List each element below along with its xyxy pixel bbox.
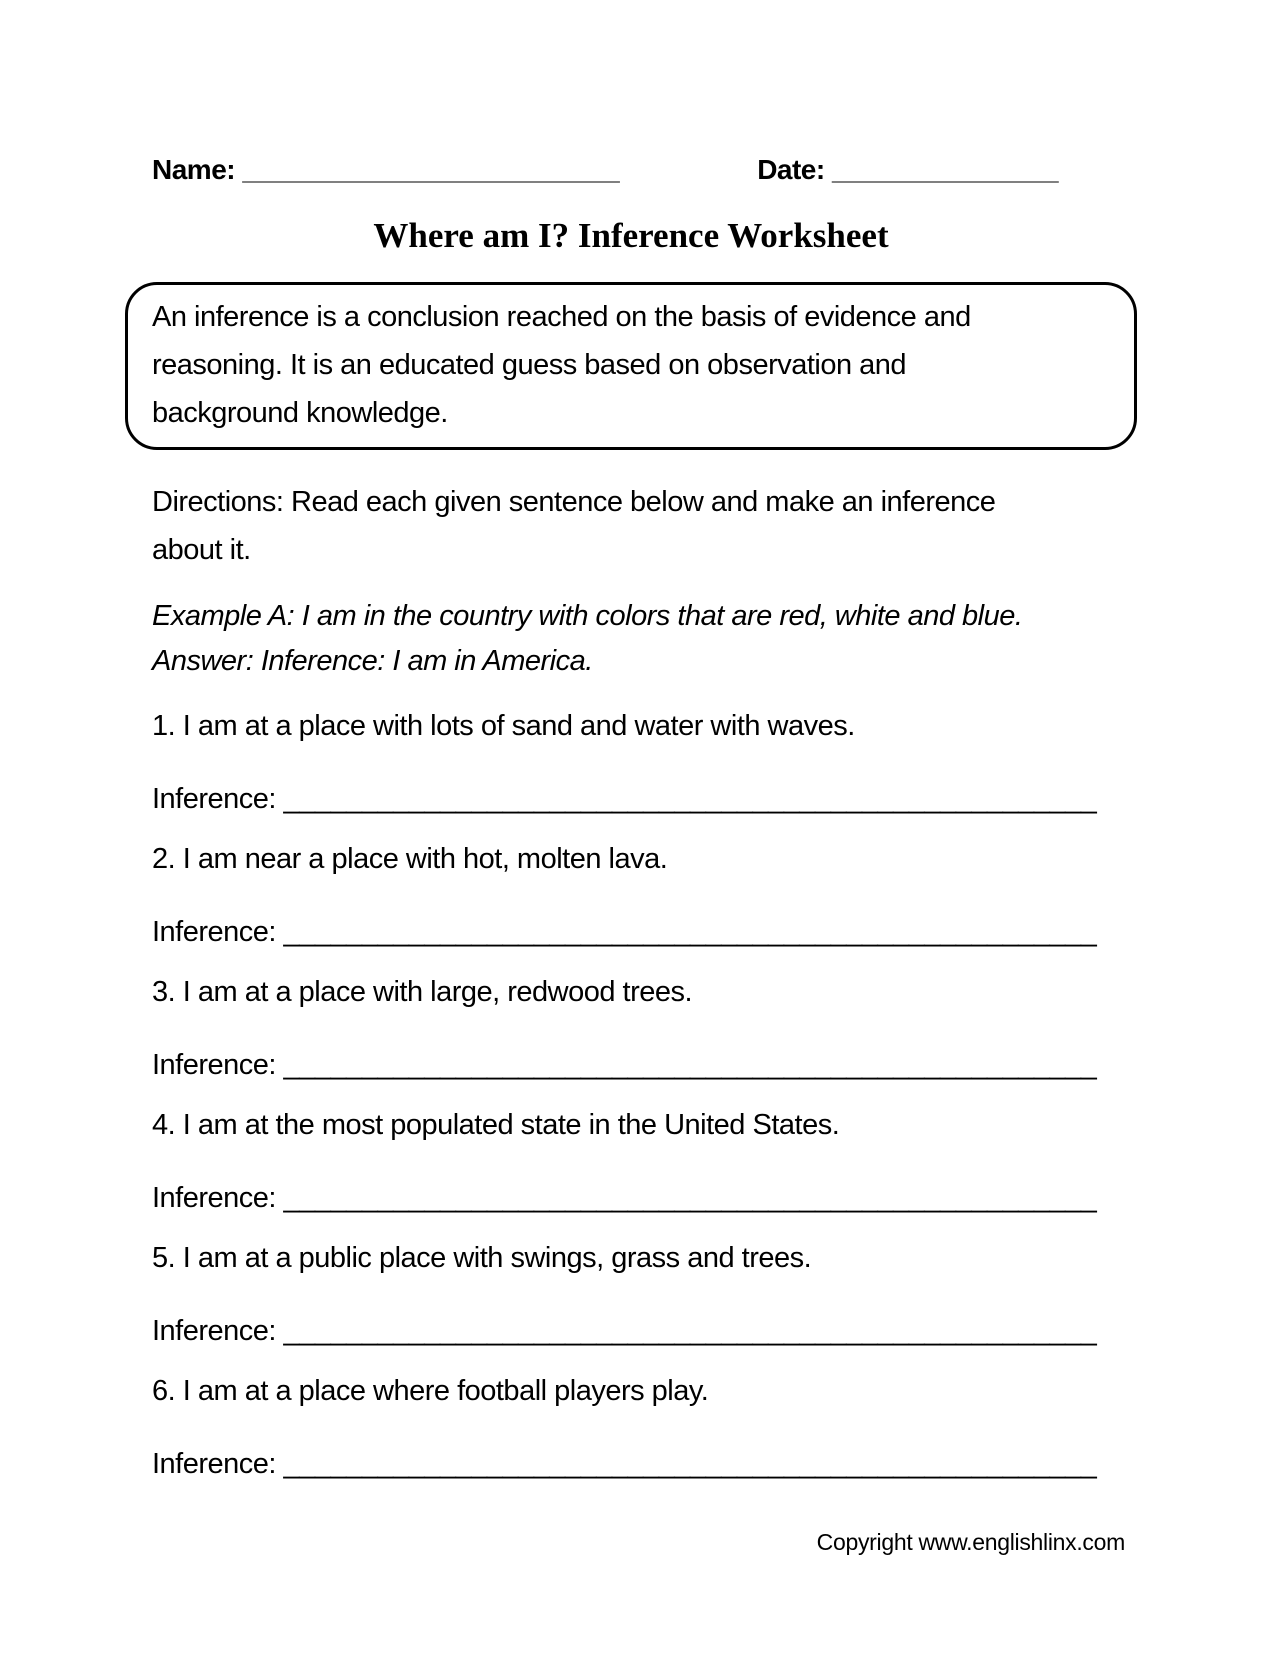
inference-row — [152, 781, 1137, 817]
date-label: Date: — [757, 154, 825, 185]
directions-line: Directions: Read each given sentence below and make an inference — [152, 486, 996, 518]
definition-line: background knowledge. — [152, 397, 448, 429]
definition-line: An inference is a conclusion reached on the basis of evidence and — [152, 301, 971, 333]
name-blank: _________________________ — [242, 154, 620, 185]
question-text: I am near a place with hot, molten lava. — [182, 843, 668, 875]
question-text: I am at a place where football players play. — [182, 1375, 709, 1407]
example-line: Example A: I am in the country with colors that are red, white and blue. — [152, 600, 1023, 632]
date-field-group — [757, 154, 1058, 185]
question-item — [152, 1240, 1137, 1276]
question-number: 1. — [152, 710, 176, 742]
question-text: I am at the most populated state in the United States. — [182, 1109, 840, 1141]
inference-label: Inference: — [152, 916, 276, 948]
inference-label: Inference: — [152, 1315, 276, 1347]
question-item — [152, 974, 1137, 1010]
inference-row — [152, 1180, 1137, 1216]
question-number: 2. — [152, 843, 176, 875]
page-title: Where am I? Inference Worksheet — [373, 216, 889, 255]
inference-label: Inference: — [152, 1182, 276, 1214]
inference-blank: ____________________________________________________ — [283, 783, 1097, 815]
question-text: I am at a public place with swings, grass and trees. — [182, 1242, 812, 1274]
inference-row — [152, 914, 1137, 950]
inference-blank: ____________________________________________________ — [283, 916, 1097, 948]
worksheet-content — [125, 0, 1137, 1482]
name-date-row — [152, 152, 1137, 188]
inference-label: Inference: — [152, 1049, 276, 1081]
question-item — [152, 841, 1137, 877]
definition-line: reasoning. It is an educated guess based on observation and — [152, 349, 907, 381]
example-line: Answer: Inference: I am in America. — [152, 645, 593, 677]
directions-line: about it. — [152, 534, 251, 566]
inference-blank: ____________________________________________________ — [283, 1448, 1097, 1480]
question-item — [152, 1107, 1137, 1143]
inference-label: Inference: — [152, 1448, 276, 1480]
question-number: 4. — [152, 1109, 176, 1141]
inference-blank: ____________________________________________________ — [283, 1315, 1097, 1347]
question-number: 3. — [152, 976, 176, 1008]
definition-box — [125, 282, 1137, 450]
question-number: 6. — [152, 1375, 176, 1407]
directions-text — [152, 478, 1137, 574]
question-item — [152, 708, 1137, 744]
example-text — [152, 594, 1137, 684]
name-label: Name: — [152, 154, 236, 185]
name-field-group — [152, 154, 619, 185]
inference-row — [152, 1446, 1137, 1482]
copyright-text: Copyright www.englishlinx.com — [816, 1529, 1125, 1555]
inference-row — [152, 1313, 1137, 1349]
question-item — [152, 1373, 1137, 1409]
inference-row — [152, 1047, 1137, 1083]
question-text: I am at a place with lots of sand and water with waves. — [182, 710, 855, 742]
inference-blank: ____________________________________________________ — [283, 1182, 1097, 1214]
date-blank: _______________ — [831, 154, 1059, 185]
question-text: I am at a place with large, redwood trees. — [182, 976, 693, 1008]
question-number: 5. — [152, 1242, 176, 1274]
inference-label: Inference: — [152, 783, 276, 815]
inference-blank: ____________________________________________________ — [283, 1049, 1097, 1081]
